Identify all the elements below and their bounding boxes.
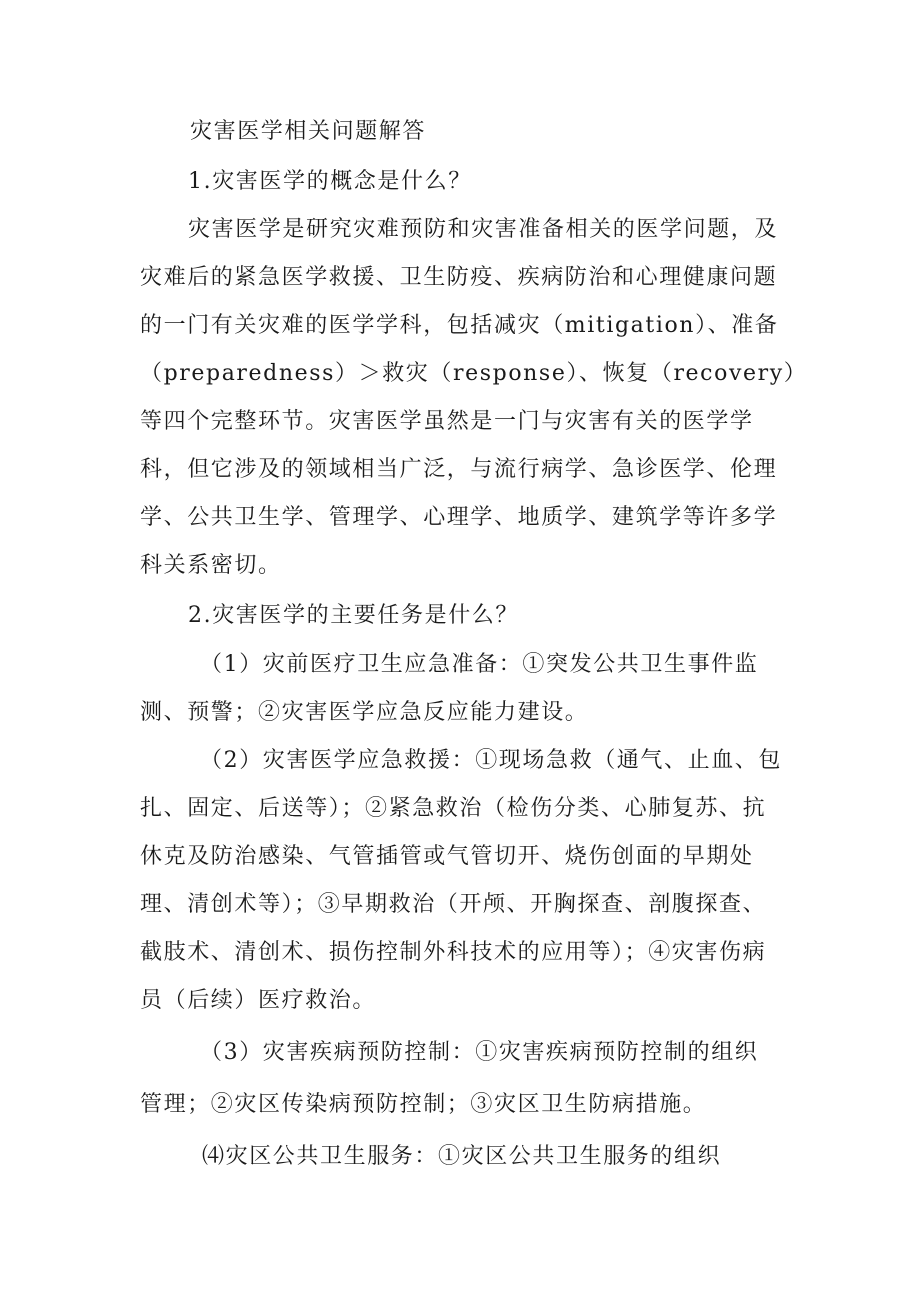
document-title: 灾害医学相关问题解答 (190, 119, 427, 144)
q2-item-2-line: 理、清创术等）；③早期救治（开颅、开胸探查、剖腹探查、 (140, 892, 767, 917)
q1-answer-line: 等四个完整环节。灾害医学虽然是一门与灾害有关的医学学 (140, 409, 754, 434)
q2-item-2-line: 员（后续）医疗救治。 (140, 988, 377, 1013)
q2-item-1-line: 测、预警；②灾害医学应急反应能力建设。 (140, 700, 589, 725)
question-2-heading: 2.灾害医学的主要任务是什么？ (188, 603, 519, 628)
q2-item-2-line: （2）灾害医学应急救援：①现场急救（通气、止血、包 (200, 748, 782, 773)
q1-answer-line: 灾害医学是研究灾难预防和灾害准备相关的医学问题，及 (188, 217, 779, 242)
q1-answer-line: 科，但它涉及的领域相当广泛，与流行病学、急诊医学、伦理 (140, 457, 778, 482)
q2-item-3-line: 管理；②灾区传染病预防控制；③灾区卫生防病措施。 (140, 1092, 707, 1117)
q1-answer-line: 学、公共卫生学、管理学、心理学、地质学、建筑学等许多学 (140, 505, 778, 530)
q2-item-4-line: ⑷灾区公共卫生服务：①灾区公共卫生服务的组织 (202, 1144, 722, 1169)
q1-answer-line: 科关系密切。 (140, 553, 282, 578)
q2-item-2-line: 扎、固定、后送等）；②紧急救治（检伤分类、心肺复苏、抗 (140, 796, 767, 821)
q1-answer-line: 灾难后的紧急医学救援、卫生防疫、疾病防治和心理健康问题 (140, 265, 778, 290)
q2-item-2-line: 截肢术、清创术、损伤控制外科技术的应用等）；④灾害伤病 (140, 940, 767, 965)
q1-answer-line: 的一门有关灾难的医学学科，包括减灾（mitigation）、准备 (140, 313, 779, 338)
q2-item-2-line: 休克及防治感染、气管插管或气管切开、烧伤创面的早期处 (140, 844, 754, 869)
q1-answer-line: （preparedness）＞救灾（response）、恢复（recovery） (140, 361, 808, 386)
q2-item-3-line: （3）灾害疾病预防控制：①灾害疾病预防控制的组织 (200, 1040, 759, 1065)
q2-item-1-line: （1）灾前医疗卫生应急准备：①突发公共卫生事件监 (200, 652, 759, 677)
question-1-heading: 1.灾害医学的概念是什么？ (188, 169, 472, 194)
